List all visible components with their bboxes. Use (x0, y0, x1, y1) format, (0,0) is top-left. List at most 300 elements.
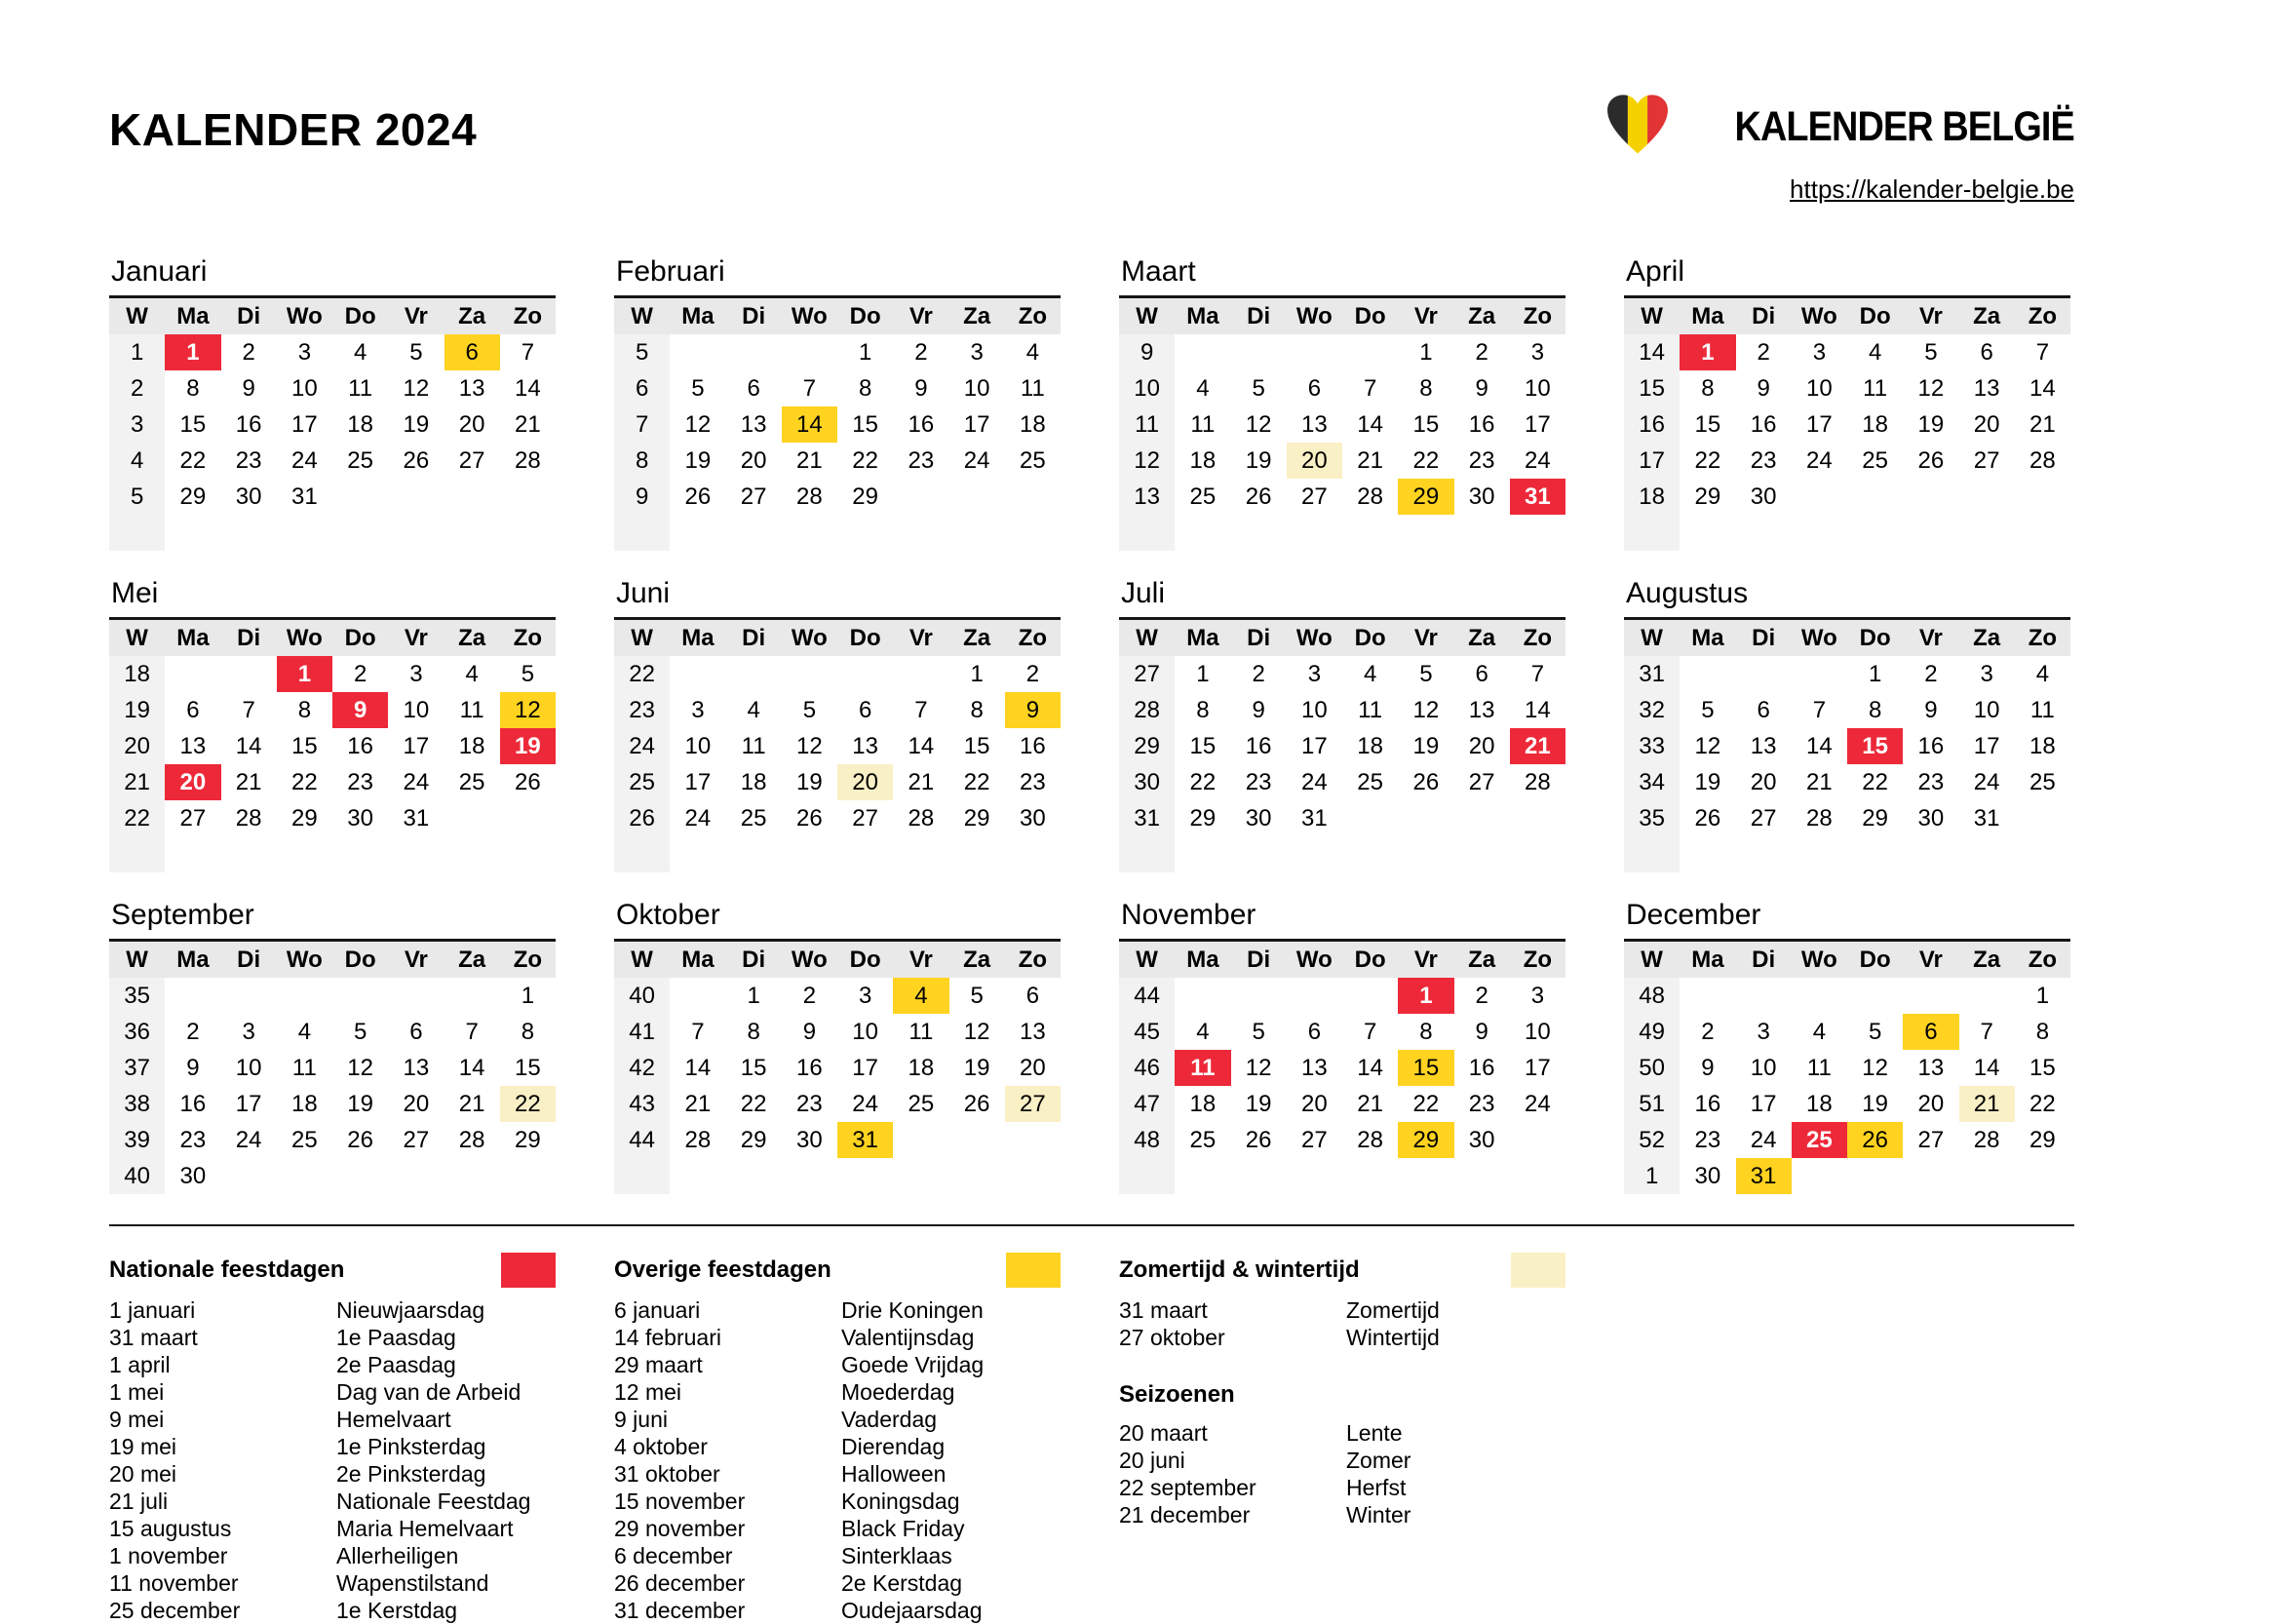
week-number-cell: 36 (109, 1014, 165, 1050)
day-cell: 2 (914, 339, 928, 366)
day-column-header: Za (949, 297, 1005, 335)
day-cell (1454, 800, 1510, 836)
legend-item-date: 29 november (614, 1516, 746, 1541)
day-cell-national-holiday: 19 (500, 728, 556, 764)
day-cell: 8 (521, 1019, 535, 1045)
day-cell: 11 (348, 375, 373, 402)
day-cell: 30 (1245, 805, 1272, 831)
day-cell (782, 1158, 837, 1194)
month-title: Juni (616, 577, 671, 609)
day-cell: 24 (1806, 447, 1833, 474)
day-cell (444, 515, 500, 551)
week-number-cell: 32 (1624, 692, 1680, 728)
legend-item (109, 1569, 556, 1597)
legend-item-name: Moederdag (841, 1379, 955, 1405)
day-cell: 29 (2029, 1127, 2056, 1153)
day-cell (1510, 836, 1565, 872)
legend-item (614, 1296, 1061, 1324)
day-cell: 3 (1980, 661, 1993, 687)
day-cell: 8 (2035, 1019, 2050, 1045)
week-number-cell: 9 (1119, 334, 1175, 370)
week-column-header: W (109, 297, 165, 335)
day-cell: 20 (1750, 769, 1777, 795)
week-number-cell: 8 (614, 443, 670, 479)
brand-name: KALENDER BELGIË (1734, 103, 2074, 150)
day-column-header: Za (949, 619, 1005, 657)
day-cell: 12 (684, 411, 712, 438)
legend-item (614, 1351, 1061, 1378)
week-number-cell: 37 (109, 1050, 165, 1086)
legend-other (614, 1252, 1061, 1624)
day-cell (388, 978, 444, 1014)
day-cell: 4 (2035, 661, 2050, 687)
day-cell (221, 836, 277, 872)
day-cell (2015, 1158, 2070, 1194)
legend-dst-title: Zomertijd & wintertijd (1119, 1257, 1360, 1283)
day-cell: 4 (1196, 1019, 1210, 1045)
day-cell: 15 (179, 411, 207, 438)
day-cell: 8 (1196, 697, 1210, 723)
day-cell: 22 (291, 769, 318, 795)
day-cell (1510, 1158, 1565, 1194)
day-cell: 17 (1973, 733, 2000, 759)
day-cell-special-holiday: 20 (837, 764, 893, 800)
legend-item (1119, 1419, 1565, 1447)
day-cell: 11 (1863, 375, 1888, 402)
day-cell: 10 (403, 697, 430, 723)
legend-item-date: 26 december (614, 1570, 746, 1596)
day-cell (1510, 1122, 1565, 1158)
day-cell: 16 (1917, 733, 1945, 759)
day-column-header: Vr (388, 941, 444, 979)
day-cell: 29 (1862, 805, 1888, 831)
day-cell: 5 (1419, 661, 1433, 687)
day-column-header: Zo (500, 941, 556, 979)
day-column-header: Ma (1175, 941, 1230, 979)
day-cell: 22 (852, 447, 878, 474)
day-cell: 24 (291, 447, 318, 474)
day-cell: 1 (521, 983, 535, 1009)
legend-item-name: Drie Koningen (841, 1297, 984, 1323)
week-number-cell: 40 (614, 978, 670, 1014)
day-cell (1454, 515, 1510, 551)
day-cell (1342, 515, 1398, 551)
day-cell: 16 (1694, 1091, 1721, 1117)
day-cell (1005, 1158, 1061, 1194)
day-cell: 18 (908, 1055, 935, 1081)
day-cell (837, 515, 893, 551)
legend-item-date: 20 juni (1119, 1448, 1185, 1473)
day-cell: 26 (1245, 483, 1272, 510)
legend-item-date: 19 mei (109, 1434, 177, 1459)
day-cell (893, 479, 948, 515)
day-cell: 11 (1020, 375, 1045, 402)
week-number-cell (1624, 836, 1680, 872)
day-column-header: Vr (1398, 297, 1453, 335)
day-cell: 17 (403, 733, 430, 759)
day-cell: 14 (235, 733, 262, 759)
day-cell (893, 515, 948, 551)
week-number-cell: 31 (1119, 800, 1175, 836)
day-cell (893, 656, 948, 692)
week-number-cell: 17 (1624, 443, 1680, 479)
day-cell-national-holiday: 31 (1510, 479, 1565, 515)
day-column-header: Vr (388, 619, 444, 657)
day-cell: 10 (1806, 375, 1833, 402)
day-cell: 19 (347, 1091, 373, 1117)
day-cell: 6 (1980, 339, 1993, 366)
day-column-header: Zo (1005, 941, 1061, 979)
week-number-cell: 41 (614, 1014, 670, 1050)
day-column-header: Zo (1005, 297, 1061, 335)
day-cell (1287, 836, 1342, 872)
day-cell: 3 (1757, 1019, 1770, 1045)
day-column-header: Ma (1175, 297, 1230, 335)
day-cell: 30 (179, 1163, 207, 1189)
day-cell (726, 836, 782, 872)
day-cell: 8 (1419, 375, 1433, 402)
day-cell: 21 (796, 447, 823, 474)
day-cell (1847, 479, 1903, 515)
day-cell (444, 836, 500, 872)
day-cell (1398, 836, 1453, 872)
day-cell (670, 515, 725, 551)
day-cell (2015, 515, 2070, 551)
day-cell: 20 (458, 411, 485, 438)
week-number-cell (614, 836, 670, 872)
day-cell: 14 (1525, 697, 1551, 723)
week-column-header: W (1119, 619, 1175, 657)
legend-item-date: 31 maart (1119, 1297, 1208, 1323)
week-number-cell: 1 (109, 334, 165, 370)
day-cell: 19 (1245, 1091, 1272, 1117)
day-cell (837, 1158, 893, 1194)
day-cell (1680, 836, 1735, 872)
day-cell (949, 515, 1005, 551)
legend-item (614, 1569, 1061, 1597)
months-grid (109, 255, 2074, 1194)
day-cell (782, 836, 837, 872)
week-number-cell: 35 (1624, 800, 1680, 836)
day-column-header: Do (837, 619, 893, 657)
month-table (614, 617, 1061, 872)
day-cell: 10 (291, 375, 318, 402)
day-cell (1792, 479, 1847, 515)
day-cell-national-holiday: 15 (1847, 728, 1903, 764)
day-cell: 28 (684, 1127, 712, 1153)
day-column-header: Vr (1903, 619, 1958, 657)
day-cell: 31 (1301, 805, 1328, 831)
day-cell: 2 (242, 339, 255, 366)
week-number-cell: 18 (109, 656, 165, 692)
legend-item-date: 20 mei (109, 1461, 177, 1487)
week-number-cell: 52 (1624, 1122, 1680, 1158)
day-cell: 13 (852, 733, 878, 759)
day-cell: 6 (409, 1019, 423, 1045)
day-cell: 1 (1196, 661, 1210, 687)
month-table (1119, 295, 1565, 551)
day-cell: 6 (858, 697, 872, 723)
legend-item-name: 1e Paasdag (336, 1325, 456, 1350)
day-cell (670, 978, 725, 1014)
day-column-header: Do (1847, 619, 1903, 657)
day-cell: 3 (1307, 661, 1322, 687)
day-cell-other-holiday: 29 (1398, 1122, 1453, 1158)
legend-item (614, 1515, 1061, 1542)
legend-item-name: Lente (1346, 1420, 1403, 1446)
day-cell: 25 (2029, 769, 2056, 795)
day-cell: 22 (740, 1091, 767, 1117)
day-column-header: Di (726, 297, 782, 335)
legend-separator (109, 1224, 2074, 1226)
day-column-header: Ma (670, 941, 725, 979)
legend-item-date: 15 november (614, 1489, 746, 1514)
day-cell: 6 (1757, 697, 1770, 723)
legend-item (1119, 1474, 1565, 1501)
month-december (1624, 899, 2070, 1194)
day-column-header: Za (1959, 619, 2015, 657)
legend-item-date: 1 april (109, 1352, 171, 1377)
legend-item-date: 6 december (614, 1543, 733, 1568)
legend-item (614, 1460, 1061, 1488)
day-cell: 27 (1301, 1127, 1328, 1153)
day-cell: 16 (1468, 1055, 1495, 1081)
day-cell: 8 (1701, 375, 1715, 402)
week-number-cell: 44 (614, 1122, 670, 1158)
week-number-cell: 22 (109, 800, 165, 836)
day-cell: 22 (179, 447, 207, 474)
day-cell: 28 (1806, 805, 1833, 831)
legend-item (109, 1351, 556, 1378)
day-cell: 14 (458, 1055, 485, 1081)
legend-item-name: 1e Pinksterdag (336, 1434, 486, 1459)
day-cell: 25 (1189, 483, 1217, 510)
day-cell: 30 (796, 1127, 823, 1153)
day-cell: 9 (1924, 697, 1938, 723)
day-cell (388, 836, 444, 872)
week-number-cell: 3 (109, 406, 165, 443)
day-cell: 16 (1020, 733, 1046, 759)
day-cell: 20 (1468, 733, 1495, 759)
day-cell: 14 (1357, 1055, 1383, 1081)
legend-item-name: Nieuwjaarsdag (336, 1297, 485, 1323)
day-cell: 28 (796, 483, 823, 510)
day-cell: 17 (291, 411, 318, 438)
day-cell (221, 978, 277, 1014)
day-cell (165, 978, 220, 1014)
week-number-cell: 4 (109, 443, 165, 479)
week-number-cell: 24 (614, 728, 670, 764)
brand-url-link[interactable]: https://kalender-belgie.be (1790, 174, 2074, 204)
legend-item-date: 1 januari (109, 1297, 196, 1323)
legend-item-date: 21 juli (109, 1489, 169, 1514)
day-cell-special-holiday: 21 (1959, 1086, 2015, 1122)
week-number-cell: 25 (614, 764, 670, 800)
legend-item (1119, 1447, 1565, 1474)
week-column-header: W (1624, 619, 1680, 657)
day-cell (1231, 1158, 1287, 1194)
day-cell: 18 (1020, 411, 1046, 438)
legend-item-date: 31 december (614, 1598, 746, 1623)
day-cell-national-holiday: 1 (277, 656, 332, 692)
day-cell: 13 (458, 375, 485, 402)
day-cell: 9 (1701, 1055, 1715, 1081)
week-column-header: W (1624, 941, 1680, 979)
day-cell: 7 (1980, 1019, 1993, 1045)
day-cell (1342, 800, 1398, 836)
legend-item (109, 1597, 556, 1624)
day-cell: 26 (796, 805, 823, 831)
day-cell: 24 (403, 769, 430, 795)
day-cell (1792, 1158, 1847, 1194)
legend-item-name: 1e Kerstdag (336, 1598, 458, 1623)
day-column-header: Di (1736, 619, 1792, 657)
day-cell: 28 (1973, 1127, 2000, 1153)
day-column-header: Za (1454, 941, 1510, 979)
day-cell-national-holiday: 20 (165, 764, 220, 800)
day-cell: 12 (1694, 733, 1721, 759)
day-cell (1903, 479, 1958, 515)
day-cell: 26 (1412, 769, 1440, 795)
day-cell: 29 (740, 1127, 767, 1153)
day-cell: 5 (691, 375, 705, 402)
day-cell: 15 (291, 733, 318, 759)
day-cell: 4 (747, 697, 760, 723)
week-column-header: W (109, 941, 165, 979)
month-april (1624, 255, 2070, 551)
day-cell (221, 1158, 277, 1194)
day-cell: 11 (459, 697, 484, 723)
day-cell (444, 479, 500, 515)
day-cell: 5 (970, 983, 984, 1009)
day-column-header: Za (1959, 297, 2015, 335)
day-cell: 17 (963, 411, 990, 438)
week-number-cell: 50 (1624, 1050, 1680, 1086)
legend-item-name: Dag van de Arbeid (336, 1379, 522, 1405)
legend-seasons-items (1119, 1419, 1565, 1528)
legend-item-name: Black Friday (841, 1516, 965, 1541)
day-cell: 23 (235, 447, 262, 474)
legend-item-name: Oudejaarsdag (841, 1598, 983, 1623)
day-cell: 17 (1525, 411, 1551, 438)
day-cell-national-holiday: 9 (332, 692, 388, 728)
legend-item-name: 2e Kerstdag (841, 1570, 963, 1596)
day-cell: 1 (1419, 339, 1433, 366)
week-number-cell: 30 (1119, 764, 1175, 800)
day-cell: 18 (1189, 447, 1217, 474)
legend-item (614, 1406, 1061, 1433)
day-cell: 2 (1025, 661, 1040, 687)
day-cell: 24 (1750, 1127, 1777, 1153)
legend-national (109, 1252, 556, 1624)
day-cell (1175, 836, 1230, 872)
week-number-cell: 27 (1119, 656, 1175, 692)
day-cell: 23 (347, 769, 373, 795)
day-cell: 18 (1862, 411, 1888, 438)
legend-item (109, 1378, 556, 1406)
day-cell: 2 (1475, 983, 1488, 1009)
day-column-header: Ma (1175, 619, 1230, 657)
day-cell-special-holiday: 20 (1287, 443, 1342, 479)
belgium-heart-logo-icon (1603, 90, 1673, 165)
day-cell-other-holiday: 29 (1398, 479, 1453, 515)
day-cell: 17 (684, 769, 712, 795)
day-cell (1680, 978, 1735, 1014)
day-cell (277, 836, 332, 872)
legend-item (109, 1296, 556, 1324)
legend-item-name: Halloween (841, 1461, 947, 1487)
day-cell: 15 (1412, 411, 1440, 438)
day-cell (1231, 836, 1287, 872)
day-cell (1792, 515, 1847, 551)
day-cell (1398, 800, 1453, 836)
day-cell: 15 (963, 733, 990, 759)
day-cell (1398, 515, 1453, 551)
legend-item (109, 1433, 556, 1460)
day-cell (1847, 836, 1903, 872)
day-cell: 27 (852, 805, 878, 831)
week-number-cell: 31 (1624, 656, 1680, 692)
day-cell: 20 (1020, 1055, 1046, 1081)
day-cell (1736, 656, 1792, 692)
legend-item (614, 1433, 1061, 1460)
day-cell: 26 (1917, 447, 1945, 474)
day-cell: 20 (403, 1091, 430, 1117)
day-column-header: Wo (782, 941, 837, 979)
day-cell: 10 (852, 1019, 878, 1045)
day-cell: 5 (409, 339, 423, 366)
day-cell: 2 (353, 661, 367, 687)
legend-item-name: Sinterklaas (841, 1543, 952, 1568)
day-column-header: Wo (1287, 619, 1342, 657)
month-title: December (1626, 899, 1761, 931)
month-oktober (614, 899, 1061, 1194)
day-cell: 13 (1750, 733, 1777, 759)
week-number-cell: 44 (1119, 978, 1175, 1014)
day-cell: 7 (1363, 375, 1377, 402)
day-cell: 13 (1917, 1055, 1945, 1081)
day-cell (726, 1158, 782, 1194)
day-cell: 11 (1358, 697, 1383, 723)
day-cell: 25 (458, 769, 485, 795)
day-cell: 13 (1468, 697, 1495, 723)
legend-item-name: Dierendag (841, 1434, 946, 1459)
week-number-cell: 49 (1624, 1014, 1680, 1050)
month-title: September (111, 899, 254, 931)
day-column-header: Di (1736, 297, 1792, 335)
day-cell: 5 (521, 661, 535, 687)
day-cell (893, 1122, 948, 1158)
day-column-header: Vr (388, 297, 444, 335)
day-cell (1231, 515, 1287, 551)
day-cell (1959, 479, 2015, 515)
day-cell (1398, 1158, 1453, 1194)
day-cell (165, 836, 220, 872)
week-number-cell (1119, 1158, 1175, 1194)
day-column-header: Di (1231, 941, 1287, 979)
month-title: Oktober (616, 899, 720, 931)
day-cell (1903, 836, 1958, 872)
day-cell: 13 (740, 411, 767, 438)
day-cell (277, 515, 332, 551)
week-number-cell: 43 (614, 1086, 670, 1122)
week-number-cell: 47 (1119, 1086, 1175, 1122)
day-cell: 8 (1868, 697, 1882, 723)
day-cell: 14 (2029, 375, 2056, 402)
day-cell: 11 (291, 1055, 317, 1081)
day-cell: 19 (1694, 769, 1721, 795)
week-column-header: W (109, 619, 165, 657)
